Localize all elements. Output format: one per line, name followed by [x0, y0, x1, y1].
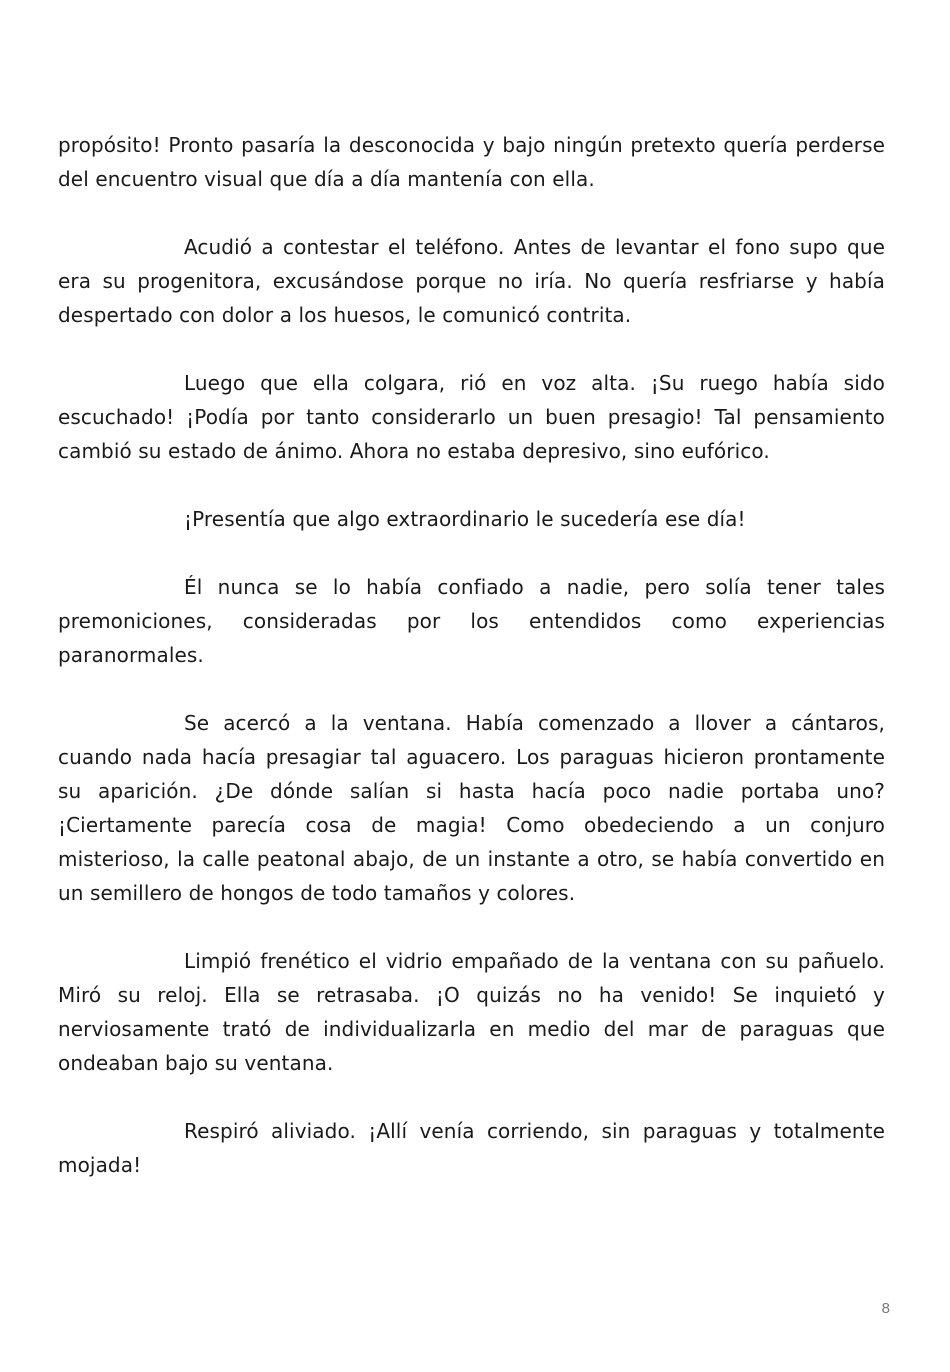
paragraph-4: ¡Presentía que algo extraordinario le sucedería ese día! [184, 507, 746, 531]
paragraph-5: Él nunca se lo había confiado a nadie, pero solía tener tales premoniciones, consideradas por los entendidos como experiencias paranormales. [58, 575, 885, 667]
paragraph-7: Limpió frenético el vidrio empañado de la ventana con su pañuelo. Miró su reloj. Ella se retrasaba. ¡O quizás no ha venido! Se inquietó y nerviosamente trató de individualizarla en medio del mar de paraguas que ondeaban bajo su ventana. [58, 949, 885, 1075]
paragraph-2: Acudió a contestar el teléfono. Antes de levantar el fono supo que era su progenitora, excusándose porque no iría. No quería resfriarse y había despertado con dolor a los huesos, le comunicó contrita. [58, 235, 885, 327]
page-number: 8 [881, 1300, 890, 1317]
paragraph-3: Luego que ella colgara, rió en voz alta. ¡Su ruego había sido escuchado! ¡Podía por tanto considerarlo un buen presagio! Tal pensamiento cambió su estado de ánimo. Ahora no estaba depresivo, sino eufórico. [58, 371, 885, 463]
body-text [58, 128, 885, 1216]
paragraph-8: Respiró aliviado. ¡Allí venía corriendo, sin paraguas y totalmente mojada! [58, 1119, 885, 1177]
paragraph-6: Se acercó a la ventana. Había comenzado a llover a cántaros, cuando nada hacía presagiar tal aguacero. Los paraguas hicieron prontamente su aparición. ¿De dónde salían si hasta hacía poco nadie portaba uno? ¡Ciertamente parecía cosa de magia! Como obedeciendo a un conjuro misterioso, la calle peatonal abajo, de un instante a otro, se había convertido en un semillero de hongos de todo tamaños y colores. [58, 711, 885, 905]
paragraph-1: propósito! Pronto pasaría la desconocida y bajo ningún pretexto quería perderse del encuentro visual que día a día mantenía con ella. [58, 133, 885, 191]
